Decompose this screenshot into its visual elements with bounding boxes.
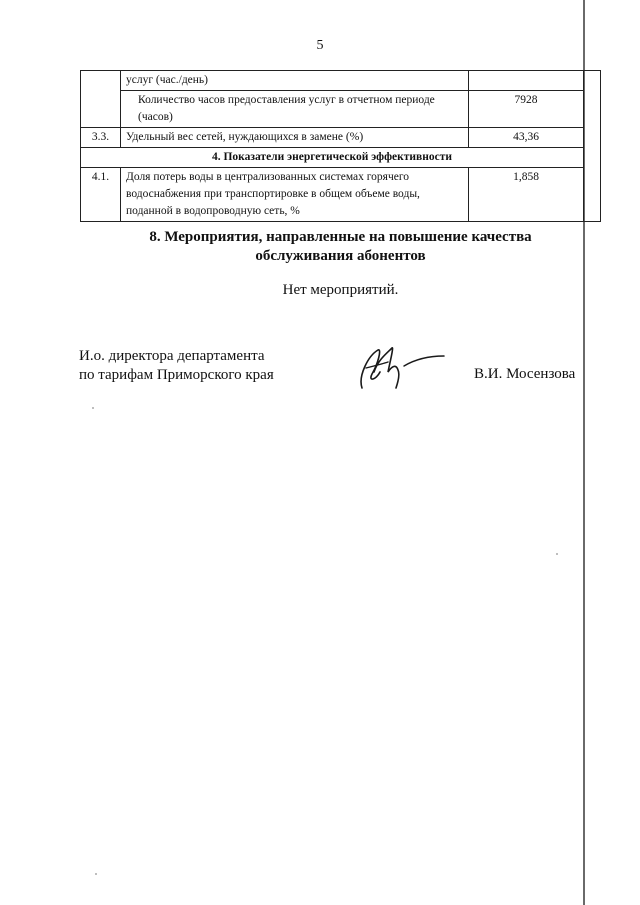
row-value-cell: 7928 bbox=[469, 91, 584, 128]
row-text-cell: Доля потерь воды в централизованных системах горячего водоснабжения при транспортировке в общем объеме воды, поданной в водопроводную сеть, % bbox=[121, 168, 469, 222]
table-row bbox=[81, 91, 601, 128]
row-number-cell bbox=[81, 71, 121, 128]
scan-speck bbox=[556, 553, 558, 555]
table-row bbox=[81, 71, 601, 91]
row-text: Количество часов предоставления услуг в отчетном периоде (часов) bbox=[138, 94, 435, 123]
row-text-cell: Удельный вес сетей, нуждающихся в замене (%) bbox=[121, 128, 469, 148]
row-number-cell: 4.1. bbox=[81, 168, 121, 222]
handwritten-signature bbox=[348, 342, 448, 394]
section-title-cell: 4. Показатели энергетической эффективности bbox=[81, 148, 584, 168]
row-value-cell: 1,858 bbox=[469, 168, 584, 222]
scan-speck bbox=[92, 407, 94, 409]
signer-name: В.И. Мосензова bbox=[474, 366, 576, 382]
row-text-cell bbox=[121, 91, 469, 128]
section-8-body: Нет мероприятий. bbox=[282, 282, 399, 298]
heading-line: обслуживания абонентов bbox=[255, 248, 426, 264]
row-value-cell bbox=[469, 71, 584, 91]
scan-speck bbox=[95, 873, 97, 875]
table-edge-column bbox=[584, 71, 601, 222]
table-row bbox=[81, 128, 601, 148]
signer-title bbox=[79, 347, 274, 385]
indicators-table bbox=[80, 70, 601, 222]
heading-line: 8. Мероприятия, направленные на повышение качества bbox=[149, 229, 532, 245]
row-value-cell: 43,36 bbox=[469, 128, 584, 148]
page-number: 5 bbox=[316, 38, 324, 53]
row-text-cell: услуг (час./день) bbox=[121, 71, 469, 91]
signer-title-line: И.о. директора департамента bbox=[79, 348, 265, 364]
section-8-heading bbox=[80, 228, 601, 266]
row-number-cell: 3.3. bbox=[81, 128, 121, 148]
signer-title-line: по тарифам Приморского края bbox=[79, 367, 274, 383]
table-row bbox=[81, 168, 601, 222]
table-section-row bbox=[81, 148, 601, 168]
